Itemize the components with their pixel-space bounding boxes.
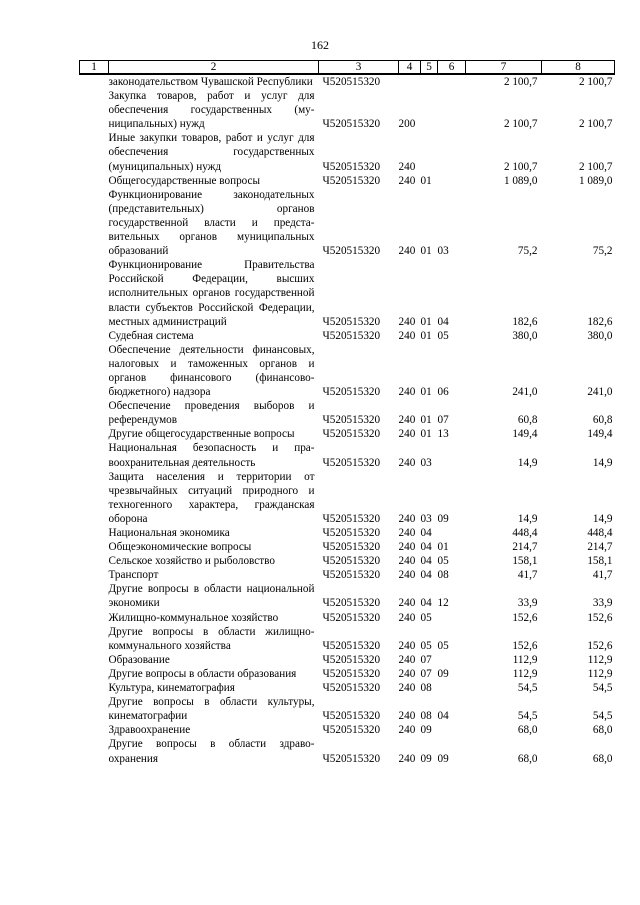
row-col-4: 240: [398, 456, 416, 469]
row-value-7: 380,0: [512, 329, 538, 342]
row-col-5: 04: [420, 527, 432, 539]
row-col-5: [421, 74, 438, 89]
header-col-4: 4: [399, 61, 421, 75]
table-row: [80, 131, 615, 173]
row-col-6: 05: [437, 639, 449, 652]
row-col-5: 03: [420, 456, 432, 469]
row-col-6: [438, 681, 466, 695]
row-value-7: 2 100,7: [503, 76, 538, 88]
row-value-8: 68,0: [592, 724, 613, 737]
row-col-1: [80, 737, 109, 765]
table-row: [80, 89, 615, 131]
row-value-8: 380,0: [587, 329, 613, 342]
row-col-5: 07: [420, 653, 432, 666]
row-col-6: 04: [437, 710, 449, 723]
table-row: [80, 582, 615, 610]
row-code: Ч520515320: [322, 667, 381, 680]
row-col-1: [80, 131, 109, 173]
row-col-4: 240: [398, 160, 416, 173]
row-col-4: 240: [398, 569, 416, 582]
row-name: Здравоохранение: [108, 724, 191, 737]
row-value-7: 152,6: [512, 611, 538, 624]
row-value-8: 33,9: [592, 597, 613, 610]
row-col-5: 09: [420, 752, 432, 765]
table-row: [80, 653, 615, 667]
row-value-8: 112,9: [587, 653, 613, 666]
row-col-5: 08: [420, 710, 432, 723]
row-code: Ч520515320: [322, 160, 381, 173]
row-col-6: [438, 653, 466, 667]
row-col-5: 05: [420, 611, 432, 624]
table-row: [80, 441, 615, 469]
row-col-5: 01: [420, 414, 432, 427]
row-col-5: 01: [420, 329, 432, 342]
row-col-6: 09: [437, 667, 449, 680]
row-value-8: 75,2: [592, 245, 613, 258]
page-number: 162: [311, 38, 329, 52]
row-name: Другие вопросы в области национальной экономики: [108, 583, 315, 610]
row-col-6: 03: [437, 245, 449, 258]
row-col-4: 240: [398, 682, 416, 695]
row-col-5: 04: [420, 541, 432, 554]
row-value-7: 448,4: [512, 527, 538, 539]
row-code: Ч520515320: [322, 329, 381, 342]
row-value-8: 2 100,7: [578, 118, 613, 131]
row-col-4: 240: [398, 527, 416, 539]
row-value-7: 182,6: [512, 315, 538, 328]
row-name: Общегосударственные вопросы: [108, 174, 261, 187]
row-code: Ч520515320: [322, 315, 381, 328]
row-value-8: 149,4: [587, 428, 613, 441]
header-col-8: 8: [542, 61, 615, 75]
row-col-1: [80, 667, 109, 681]
row-col-6: [438, 723, 466, 737]
row-code: Ч520515320: [322, 512, 381, 525]
row-col-4: 200: [398, 118, 416, 131]
row-code: Ч520515320: [322, 428, 381, 441]
row-col-1: [80, 343, 109, 399]
row-value-8: 152,6: [587, 611, 613, 624]
row-col-5: 08: [420, 682, 432, 695]
row-col-1: [80, 89, 109, 131]
row-value-7: 60,8: [517, 414, 538, 427]
row-value-8: 54,5: [592, 710, 613, 723]
row-col-1: [80, 540, 109, 554]
table-row: [80, 540, 615, 554]
row-col-1: [80, 470, 109, 526]
header-col-1: 1: [80, 61, 109, 75]
table-row: [80, 329, 615, 343]
row-col-1: [80, 653, 109, 667]
table-row: [80, 399, 615, 427]
row-col-5: 04: [420, 597, 432, 610]
row-col-4: 240: [398, 555, 416, 568]
table-row: [80, 681, 615, 695]
row-col-1: [80, 329, 109, 343]
row-name: Национальная безопасность и правоохранительная деятельность: [108, 442, 315, 469]
row-col-4: 240: [398, 512, 416, 525]
row-value-8: 41,7: [592, 569, 613, 582]
row-col-4: 240: [398, 639, 416, 652]
row-name: Другие вопросы в области культуры, кинематографии: [108, 696, 315, 723]
row-col-1: [80, 258, 109, 328]
row-value-7: 14,9: [517, 512, 538, 525]
row-value-7: 2 100,7: [503, 118, 538, 131]
table-body: [80, 74, 615, 766]
row-value-8: 214,7: [587, 541, 613, 554]
row-col-5: 01: [420, 315, 432, 328]
row-name: Транспорт: [108, 569, 159, 582]
row-value-7: 149,4: [512, 428, 538, 441]
row-name: Функционирование законодательных (представительных) органов государственной власти и представительных органов муниципальных образований: [108, 188, 315, 258]
row-code: Ч520515320: [322, 541, 381, 554]
row-col-4: 240: [398, 724, 416, 737]
row-col-1: [80, 554, 109, 568]
row-col-1: [80, 611, 109, 625]
row-col-4: 240: [398, 386, 416, 399]
row-col-6: [438, 74, 466, 89]
row-col-6: 01: [437, 541, 449, 554]
row-value-7: 75,2: [517, 245, 538, 258]
header-col-3: 3: [319, 61, 399, 75]
row-code: Ч520515320: [322, 527, 381, 539]
row-name: Образование: [108, 653, 170, 666]
row-value-7: 41,7: [517, 569, 538, 582]
row-col-4: 240: [398, 611, 416, 624]
table-row: [80, 174, 615, 188]
row-value-8: 2 100,7: [578, 76, 613, 88]
table-row: [80, 611, 615, 625]
row-col-5: 09: [420, 724, 432, 737]
row-value-8: 241,0: [587, 386, 613, 399]
row-col-6: [438, 89, 466, 131]
row-col-1: [80, 74, 109, 89]
row-value-7: 1 089,0: [503, 174, 538, 187]
row-col-5: 01: [420, 245, 432, 258]
row-name: Сельское хозяйство и рыболовство: [108, 555, 275, 568]
row-col-6: [438, 526, 466, 540]
row-code: Ч520515320: [322, 174, 381, 187]
table-row: [80, 427, 615, 441]
row-col-1: [80, 188, 109, 258]
row-code: Ч520515320: [322, 414, 381, 427]
row-value-8: 448,4: [587, 527, 613, 539]
row-name: законодательством Чувашской Республики: [108, 76, 313, 88]
row-col-6: [438, 131, 466, 173]
row-value-7: 158,1: [512, 555, 538, 568]
table-header: [80, 61, 615, 75]
row-value-7: 214,7: [512, 541, 538, 554]
row-value-8: 68,0: [592, 752, 613, 765]
table-row: [80, 667, 615, 681]
row-code: Ч520515320: [322, 724, 381, 737]
table-row: [80, 470, 615, 526]
row-code: Ч520515320: [322, 555, 381, 568]
row-col-4: 240: [398, 653, 416, 666]
table-row: [80, 695, 615, 723]
row-col-1: [80, 681, 109, 695]
row-col-1: [80, 441, 109, 469]
row-col-5: 05: [420, 639, 432, 652]
row-col-5: 07: [420, 667, 432, 680]
row-name: Защита населения и территории от чрезвычайных ситуаций природного и техногенного характера, гражданская оборона: [108, 470, 315, 525]
row-code: Ч520515320: [322, 611, 381, 624]
header-col-7: 7: [466, 61, 542, 75]
row-value-8: 158,1: [587, 555, 613, 568]
row-code: Ч520515320: [322, 456, 381, 469]
row-col-4: 240: [398, 174, 416, 187]
row-col-5: 04: [420, 569, 432, 582]
row-col-6: 13: [437, 428, 449, 441]
row-col-6: 07: [437, 414, 449, 427]
row-code: Ч520515320: [322, 76, 381, 88]
row-code: Ч520515320: [322, 569, 381, 582]
table-row: [80, 568, 615, 582]
row-name: Общеэкономические вопросы: [108, 541, 252, 554]
row-col-1: [80, 526, 109, 540]
row-col-1: [80, 723, 109, 737]
row-col-4: 240: [398, 597, 416, 610]
row-col-4: 240: [398, 710, 416, 723]
row-value-7: 112,9: [512, 653, 538, 666]
row-value-7: 33,9: [517, 597, 538, 610]
row-name: Культура, кинематография: [108, 682, 235, 695]
row-value-7: 241,0: [512, 386, 538, 399]
row-name: Другие вопросы в области здравоохранения: [108, 738, 315, 765]
row-col-4: 240: [398, 315, 416, 328]
row-value-8: 14,9: [592, 456, 613, 469]
row-code: Ч520515320: [322, 597, 381, 610]
row-col-5: [421, 131, 438, 173]
row-value-8: 112,9: [587, 667, 613, 680]
row-col-1: [80, 399, 109, 427]
row-col-5: 03: [420, 512, 432, 525]
row-col-1: [80, 568, 109, 582]
row-col-5: 01: [420, 386, 432, 399]
row-code: Ч520515320: [322, 245, 381, 258]
row-col-4: 240: [398, 414, 416, 427]
row-name: Другие вопросы в области жилищно-коммунального хозяйства: [108, 625, 315, 652]
row-value-8: 14,9: [592, 512, 613, 525]
header-col-5: 5: [421, 61, 438, 75]
row-value-7: 152,6: [512, 639, 538, 652]
row-col-4: 240: [398, 329, 416, 342]
header-col-6: 6: [438, 61, 466, 75]
row-col-6: [438, 441, 466, 469]
row-col-4: 240: [398, 428, 416, 441]
row-name: Иные закупки товаров, работ и услуг для обеспечения государственных (муниципальных) нужд: [108, 132, 315, 173]
row-col-6: 08: [437, 569, 449, 582]
budget-table: [79, 60, 615, 766]
row-code: Ч520515320: [322, 386, 381, 399]
row-col-4: [399, 74, 421, 89]
row-col-6: 04: [437, 315, 449, 328]
row-name: Обеспечение деятельности финансовых, налоговых и таможенных органов и органов финансового (финансово-бюджетного) надзора: [108, 343, 315, 399]
row-col-6: 05: [437, 329, 449, 342]
row-col-6: [438, 611, 466, 625]
row-col-6: 05: [437, 555, 449, 568]
row-name: Другие вопросы в области образования: [108, 667, 297, 680]
row-col-5: 04: [420, 555, 432, 568]
header-col-2: 2: [109, 61, 319, 75]
row-value-7: 54,5: [517, 710, 538, 723]
row-name: Судебная система: [108, 329, 194, 342]
row-col-4: 240: [398, 541, 416, 554]
row-col-1: [80, 695, 109, 723]
row-value-8: 54,5: [592, 682, 613, 695]
row-value-8: 60,8: [592, 414, 613, 427]
row-col-6: 09: [437, 752, 449, 765]
row-name: Закупка товаров, работ и услуг для обеспечения государственных (муниципальных) нужд: [108, 90, 315, 131]
row-col-6: 12: [437, 597, 449, 610]
row-name: Функционирование Правительства Российской Федерации, высших исполнительных органов государственной власти субъектов Российской Федерации, местных администраций: [108, 259, 315, 328]
row-value-7: 112,9: [512, 667, 538, 680]
row-value-8: 182,6: [587, 315, 613, 328]
row-value-8: 152,6: [587, 639, 613, 652]
row-code: Ч520515320: [322, 653, 381, 666]
row-name: Национальная экономика: [108, 527, 230, 539]
row-col-6: 06: [437, 386, 449, 399]
row-col-5: 01: [420, 428, 432, 441]
row-col-1: [80, 174, 109, 188]
table-row: [80, 554, 615, 568]
row-value-8: 2 100,7: [578, 160, 613, 173]
row-code: Ч520515320: [322, 682, 381, 695]
row-code: Ч520515320: [322, 639, 381, 652]
table-row: [80, 258, 615, 328]
row-col-1: [80, 625, 109, 653]
table-row: [80, 625, 615, 653]
row-col-1: [80, 427, 109, 441]
row-col-1: [80, 582, 109, 610]
row-code: Ч520515320: [322, 118, 381, 131]
row-value-7: 2 100,7: [503, 160, 538, 173]
row-code: Ч520515320: [322, 752, 381, 765]
row-name: Обеспечение проведения выборов и референдумов: [108, 400, 315, 427]
row-value-7: 14,9: [517, 456, 538, 469]
row-name: Жилищно-коммунальное хозяйство: [108, 611, 279, 624]
row-name: Другие общегосударственные вопросы: [108, 428, 295, 441]
row-col-5: [421, 89, 438, 131]
row-code: Ч520515320: [322, 710, 381, 723]
row-col-6: [438, 174, 466, 188]
row-col-6: 09: [437, 512, 449, 525]
row-col-4: 240: [398, 752, 416, 765]
table-row: [80, 74, 615, 89]
table-row: [80, 737, 615, 765]
row-value-7: 68,0: [517, 752, 538, 765]
row-value-7: 54,5: [517, 682, 538, 695]
row-col-4: 240: [398, 667, 416, 680]
row-value-8: 1 089,0: [578, 174, 613, 187]
table-row: [80, 188, 615, 258]
table-row: [80, 723, 615, 737]
row-col-4: 240: [398, 245, 416, 258]
row-col-5: 01: [420, 174, 432, 187]
table-row: [80, 343, 615, 399]
table-row: [80, 526, 615, 540]
row-value-7: 68,0: [517, 724, 538, 737]
